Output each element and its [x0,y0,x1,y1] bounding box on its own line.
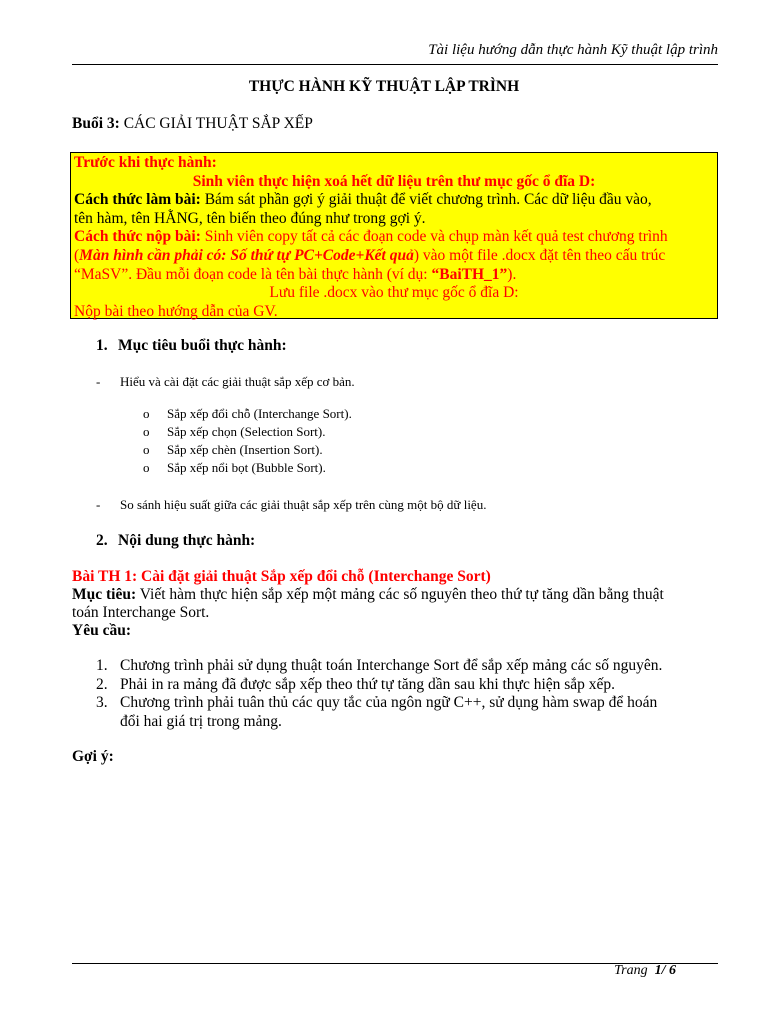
notice-submit-line-1: Cách thức nộp bài: Sinh viên copy tất cả các đoạn code và chụp màn kết quả test chương trình [74,228,668,246]
instructions-notice-box [70,152,718,319]
sort-item-3: o Sắp xếp chèn (Insertion Sort). [143,442,323,457]
section-1-dash-2: - So sánh hiệu suất giữa các giải thuật sắp xếp trên cùng một bộ dữ liệu. [96,497,487,512]
exercise-1-title: Bài TH 1: Cài đặt giải thuật Sắp xếp đổi chỗ (Interchange Sort) [72,568,491,585]
notice-method-label: Cách thức làm bài: [74,191,201,209]
page-label: Trang [614,963,648,978]
requirement-3-cont: đổi hai giá trị trong mảng. [120,712,282,730]
notice-submit-line-2: (Màn hình cần phải có: Số thứ tự PC+Code+Kết quả) vào một file .docx đặt tên theo cấu trúc [74,246,666,264]
section-1-dash-1: - Hiểu và cài đặt các giải thuật sắp xếp cơ bản. [96,374,355,389]
session-text: CÁC GIẢI THUẬT SẮP XẾP [123,115,313,132]
sort-item-4: o Sắp xếp nổi bọt (Bubble Sort). [143,460,326,475]
section-1-heading: 1. Mục tiêu buổi thực hành: [96,337,287,354]
sort-item-1: o Sắp xếp đổi chỗ (Interchange Sort). [143,406,352,421]
session-label: Buổi 3: [72,115,120,132]
requirement-2: 2. Phải in ra mảng đã được sắp xếp theo thứ tự tăng dần sau khi thực hiện sắp xếp. [96,675,616,693]
section-2-heading: 2. Nội dung thực hành: [96,532,256,549]
page-footer [614,963,676,979]
notice-submit-italic: Màn hình cần phải có: Số thứ tự PC+Code+Kết quả [79,246,414,264]
exercise-1-goal-cont: toán Interchange Sort. [72,604,210,621]
notice-method-line-1: Cách thức làm bài: Bám sát phần gợi ý giải thuật để viết chương trình. Các dữ liệu đầu vào, [74,191,652,209]
session-heading [72,115,313,133]
document-title: THỰC HÀNH KỸ THUẬT LẬP TRÌNH [248,78,520,95]
goal-label: Mục tiêu: [72,586,137,603]
notice-save-line: Lưu file .docx vào thư mục gốc ổ đĩa D: [269,284,519,302]
notice-submit-last: Nộp bài theo hướng dẫn của GV. [74,302,278,320]
requirement-3: 3. Chương trình phải tuân thủ các quy tắc của ngôn ngữ C++, sử dụng hàm swap để hoán [96,694,658,711]
sort-item-2: o Sắp xếp chọn (Selection Sort). [143,424,326,439]
requirement-1: 1. Chương trình phải sử dụng thuật toán Interchange Sort để sắp xếp mảng các số nguyên. [96,657,663,674]
notice-before-label: Trước khi thực hành: [74,154,217,171]
notice-delete-line: Sinh viên thực hiện xoá hết dữ liệu trên thư mục gốc ổ đĩa D: [192,172,596,190]
requirements-label: Yêu cầu: [72,622,131,639]
page-number: 1/ 6 [654,963,676,978]
exercise-1-goal: Mục tiêu: Viết hàm thực hiện sắp xếp một mảng các số nguyên theo thứ tự tăng dần bằng thuật [72,586,664,603]
notice-method-line-2: tên hàm, tên HẰNG, tên biến theo đúng như trong gợi ý. [74,209,426,227]
notice-submit-example: “BaiTH_1” [431,265,508,283]
notice-submit-label: Cách thức nộp bài: [74,228,201,246]
notice-submit-line-3: “MaSV”. Đầu mỗi đoạn code là tên bài thực hành (ví dụ: “BaiTH_1”). [74,265,517,283]
requirements-list [96,657,662,731]
header-divider [72,64,718,65]
hint-label: Gợi ý: [72,748,114,765]
page-header-text: Tài liệu hướng dẫn thực hành Kỹ thuật lập trình [428,42,718,58]
